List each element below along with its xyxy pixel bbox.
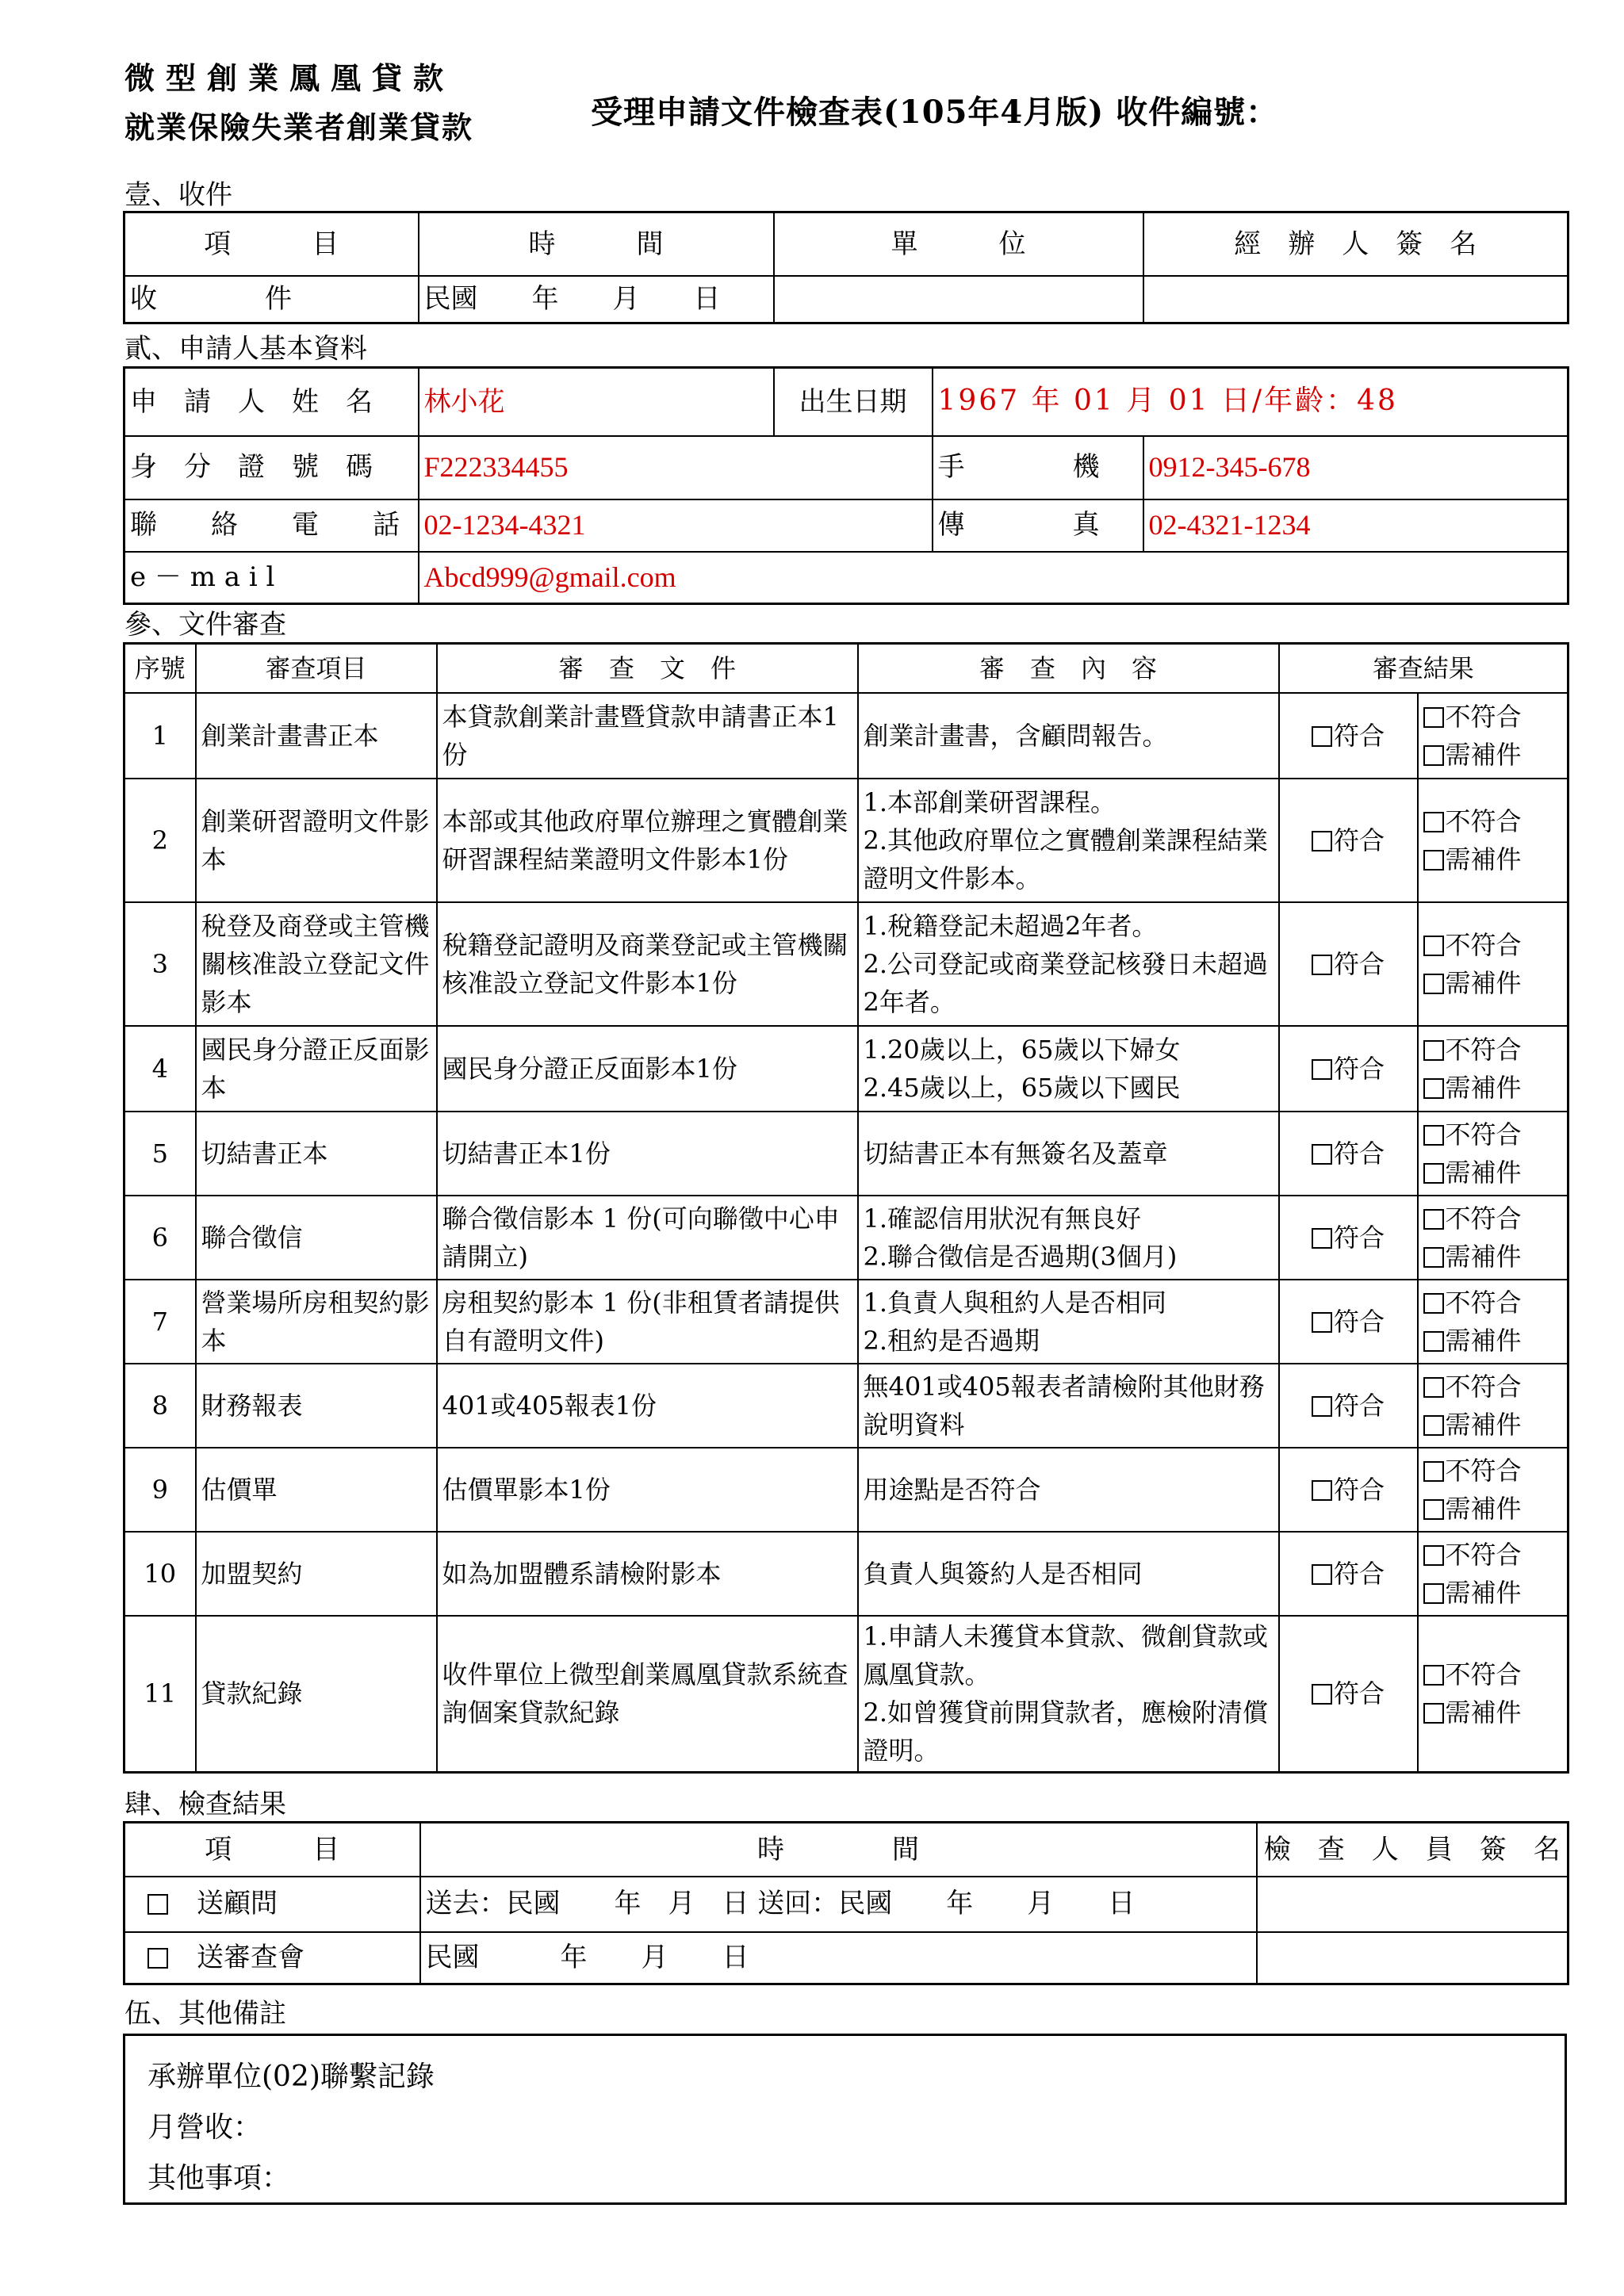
option-fail[interactable]: 不符合 [1423, 1031, 1563, 1069]
option-fail[interactable]: 不符合 [1423, 1368, 1563, 1406]
result-fail-supp-cell [1418, 1448, 1568, 1532]
checkbox-supplement[interactable] [1423, 1499, 1444, 1520]
fax-value[interactable]: 02-4321-1234 [1143, 499, 1568, 552]
result-fail-supp-cell [1418, 1280, 1568, 1364]
checkbox-supplement[interactable] [1423, 745, 1444, 766]
mobile-value[interactable]: 0912-345-678 [1143, 436, 1568, 499]
checkbox-pass[interactable] [1312, 1396, 1332, 1417]
name-value[interactable]: 林小花 [419, 368, 774, 436]
review-content: 1.負責人與租約人是否相同 2.租約是否過期 [858, 1280, 1279, 1364]
result-pass-cell[interactable]: 符合 [1279, 1280, 1418, 1364]
checkbox-fail[interactable] [1423, 707, 1444, 728]
review-item: 國民身分證正反面影本 [196, 1026, 437, 1112]
result-fail-supp-cell [1418, 779, 1568, 902]
review-doc: 如為加盟體系請檢附影本 [437, 1532, 858, 1616]
review-no: 9 [124, 1448, 196, 1532]
checkbox-supplement[interactable] [1423, 1331, 1444, 1352]
checkbox-fail[interactable] [1423, 1665, 1444, 1686]
option-supplement[interactable]: 需補件 [1423, 1693, 1563, 1732]
result-pass-cell[interactable]: 符合 [1279, 1616, 1418, 1773]
review-row [124, 1196, 1568, 1280]
result-fail-supp-cell [1418, 1532, 1568, 1616]
birth-label: 出生日期 [774, 368, 933, 436]
review-doc: 收件單位上微型創業鳳凰貸款系統查詢個案貸款紀錄 [437, 1616, 858, 1773]
review-row [124, 1532, 1568, 1616]
review-item: 財務報表 [196, 1364, 437, 1448]
review-content: 1.確認信用狀況有無良好 2.聯合徵信是否過期(3個月) [858, 1196, 1279, 1280]
review-header-doc: 審 查 文 件 [437, 644, 858, 693]
review-doc: 房租契約影本 1 份(非租賃者請提供自有證明文件) [437, 1280, 858, 1364]
checkbox-pass[interactable] [1312, 1059, 1332, 1080]
result-pass-cell[interactable]: 符合 [1279, 1364, 1418, 1448]
review-item: 創業研習證明文件影本 [196, 779, 437, 902]
result-pass-cell[interactable]: 符合 [1279, 902, 1418, 1026]
result-pass-cell[interactable]: 符合 [1279, 1532, 1418, 1616]
review-content: 1.稅籍登記未超過2年者。 2.公司登記或商業登記核發日未超過2年者。 [858, 902, 1279, 1026]
option-supplement[interactable]: 需補件 [1423, 1069, 1563, 1107]
option-fail[interactable]: 不符合 [1423, 1115, 1563, 1154]
option-supplement[interactable]: 需補件 [1423, 964, 1563, 1002]
result-fail-supp-cell [1418, 1026, 1568, 1112]
notes-contact-record: 承辦單位(02)聯繫記錄 [147, 2061, 435, 2093]
review-row [124, 1448, 1568, 1532]
receipt-table [123, 211, 1569, 324]
checkbox-fail[interactable] [1423, 1293, 1444, 1314]
review-no: 5 [124, 1112, 196, 1196]
section-review-title: 參、文件審查 [124, 609, 286, 641]
option-fail[interactable]: 不符合 [1423, 802, 1563, 840]
result-fail-supp-cell [1418, 1196, 1568, 1280]
review-row [124, 779, 1568, 902]
option-supplement[interactable]: 需補件 [1423, 1490, 1563, 1528]
section-receipt-title: 壹、收件 [124, 179, 232, 211]
notes-monthly-revenue: 月營收： [147, 2111, 262, 2144]
checkbox-supplement[interactable] [1423, 1703, 1444, 1724]
receipt-header-item: 項 目 [124, 212, 419, 276]
option-supplement[interactable]: 需補件 [1423, 1238, 1563, 1276]
result-pass-cell[interactable]: 符合 [1279, 1448, 1418, 1532]
review-content: 1.申請人未獲貸本貸款、微創貸款或鳳凰貸款。 2.如曾獲貸前開貸款者，應檢附清償證明。 [858, 1616, 1279, 1773]
checkbox-committee[interactable] [147, 1948, 168, 1969]
option-supplement[interactable]: 需補件 [1423, 1322, 1563, 1360]
result-pass-cell[interactable]: 符合 [1279, 1026, 1418, 1112]
review-no: 7 [124, 1280, 196, 1364]
check-header-signature: 檢 查 人 員 簽 名 [1257, 1823, 1568, 1877]
checkbox-pass[interactable] [1312, 955, 1332, 975]
review-row [124, 1280, 1568, 1364]
checkbox-fail[interactable] [1423, 812, 1444, 832]
option-supplement[interactable]: 需補件 [1423, 1406, 1563, 1444]
option-fail[interactable]: 不符合 [1423, 1536, 1563, 1574]
review-item: 創業計畫書正本 [196, 693, 437, 779]
review-content: 切結書正本有無簽名及蓋章 [858, 1112, 1279, 1196]
receipt-header-unit: 單 位 [774, 212, 1143, 276]
review-row [124, 902, 1568, 1026]
checkbox-fail[interactable] [1423, 1377, 1444, 1398]
section-check-title: 肆、檢查結果 [124, 1789, 286, 1820]
receipt-header-time: 時 間 [419, 212, 774, 276]
form-title: 受理申請文件檢查表(105年4月版) 收件編號： [591, 94, 1279, 131]
review-no: 2 [124, 779, 196, 902]
receipt-unit-field[interactable] [774, 276, 1143, 323]
review-item: 估價單 [196, 1448, 437, 1532]
review-header-result: 審查結果 [1279, 644, 1568, 693]
review-no: 11 [124, 1616, 196, 1773]
result-pass-cell[interactable]: 符合 [1279, 693, 1418, 779]
applicant-table [123, 366, 1569, 605]
checkbox-supplement[interactable] [1423, 1583, 1444, 1604]
checkbox-fail[interactable] [1423, 1125, 1444, 1146]
review-table [123, 642, 1569, 1774]
review-doc: 本部或其他政府單位辦理之實體創業研習課程結業證明文件影本1份 [437, 779, 858, 902]
notes-box[interactable] [123, 2034, 1567, 2205]
check-table [123, 1821, 1569, 1985]
checkbox-pass[interactable] [1312, 1684, 1332, 1705]
review-doc: 本貸款創業計畫暨貸款申請書正本1份 [437, 693, 858, 779]
option-supplement[interactable]: 需補件 [1423, 840, 1563, 878]
review-no: 1 [124, 693, 196, 779]
option-supplement[interactable]: 需補件 [1423, 736, 1563, 774]
option-supplement[interactable]: 需補件 [1423, 1574, 1563, 1612]
birth-value[interactable]: 1967 年 01 月 01 日/年齡：48 [933, 368, 1568, 436]
review-doc: 切結書正本1份 [437, 1112, 858, 1196]
result-fail-supp-cell [1418, 1112, 1568, 1196]
review-content: 用途點是否符合 [858, 1448, 1279, 1532]
consultant-signature-field[interactable] [1257, 1877, 1568, 1932]
checkbox-pass[interactable] [1312, 1480, 1332, 1501]
review-content: 1.本部創業研習課程。 2.其他政府單位之實體創業課程結業證明文件影本。 [858, 779, 1279, 902]
checkbox-pass[interactable] [1312, 1144, 1332, 1165]
review-item: 稅登及商登或主管機關核准設立登記文件影本 [196, 902, 437, 1026]
result-pass-cell[interactable]: 符合 [1279, 779, 1418, 902]
review-content: 1.20歲以上，65歲以下婦女 2.45歲以上，65歲以下國民 [858, 1026, 1279, 1112]
phone-value[interactable]: 02-1234-4321 [419, 499, 933, 552]
program-title-1: 微型創業鳳凰貸款 [124, 60, 455, 96]
review-row [124, 1364, 1568, 1448]
review-item: 營業場所房租契約影本 [196, 1280, 437, 1364]
mobile-label: 手 機 [933, 436, 1143, 499]
review-row [124, 1112, 1568, 1196]
option-fail[interactable]: 不符合 [1423, 1200, 1563, 1238]
result-pass-cell[interactable]: 符合 [1279, 1112, 1418, 1196]
review-content: 無401或405報表者請檢附其他財務說明資料 [858, 1364, 1279, 1448]
check-row-consultant[interactable]: 送顧問 [124, 1877, 420, 1932]
checkbox-supplement[interactable] [1423, 1163, 1444, 1184]
checkbox-fail[interactable] [1423, 936, 1444, 956]
review-item: 貸款紀錄 [196, 1616, 437, 1773]
review-doc: 稅籍登記證明及商業登記或主管機關核准設立登記文件影本1份 [437, 902, 858, 1026]
review-item: 聯合徵信 [196, 1196, 437, 1280]
checkbox-supplement[interactable] [1423, 1078, 1444, 1099]
review-no: 10 [124, 1532, 196, 1616]
review-header-content: 審 查 內 容 [858, 644, 1279, 693]
review-header-no: 序號 [124, 644, 196, 693]
receipt-header-handler: 經 辦 人 簽 名 [1143, 212, 1568, 276]
receipt-row-label: 收 件 [124, 276, 419, 323]
review-item: 加盟契約 [196, 1532, 437, 1616]
checkbox-fail[interactable] [1423, 1461, 1444, 1482]
option-fail[interactable]: 不符合 [1423, 698, 1563, 736]
committee-signature-field[interactable] [1257, 1932, 1568, 1984]
email-value[interactable]: Abcd999@gmail.com [419, 552, 1568, 604]
id-value[interactable]: F222334455 [419, 436, 933, 499]
review-row [124, 693, 1568, 779]
option-fail[interactable]: 不符合 [1423, 1284, 1563, 1322]
checkbox-pass[interactable] [1312, 831, 1332, 851]
option-fail[interactable]: 不符合 [1423, 1655, 1563, 1693]
option-fail[interactable]: 不符合 [1423, 1452, 1563, 1490]
option-supplement[interactable]: 需補件 [1423, 1154, 1563, 1192]
option-fail[interactable]: 不符合 [1423, 926, 1563, 964]
check-header-item: 項 目 [124, 1823, 420, 1877]
review-doc: 聯合徵信影本 1 份(可向聯徵中心申請開立) [437, 1196, 858, 1280]
name-label: 申 請 人 姓 名 [124, 368, 419, 436]
result-pass-cell[interactable]: 符合 [1279, 1196, 1418, 1280]
review-no: 6 [124, 1196, 196, 1280]
receipt-signature-field[interactable] [1143, 276, 1568, 323]
review-row [124, 1026, 1568, 1112]
check-header-time: 時 間 [420, 1823, 1257, 1877]
section-notes-title: 伍、其他備註 [124, 1998, 286, 2030]
result-fail-supp-cell [1418, 902, 1568, 1026]
checkbox-fail[interactable] [1423, 1040, 1444, 1061]
checkbox-supplement[interactable] [1423, 974, 1444, 994]
consultant-time-field[interactable]: 送去：民國 年 月 日 送回：民國 年 月 日 [420, 1877, 1257, 1932]
phone-label: 聯 絡 電 話 [124, 499, 419, 552]
checkbox-consultant[interactable] [147, 1894, 168, 1915]
review-row [124, 1616, 1568, 1773]
committee-time-field[interactable]: 民國 年 月 日 [420, 1932, 1257, 1984]
checkbox-fail[interactable] [1423, 1545, 1444, 1566]
review-no: 3 [124, 902, 196, 1026]
checkbox-pass[interactable] [1312, 1564, 1332, 1585]
checkbox-fail[interactable] [1423, 1209, 1444, 1230]
review-doc: 估價單影本1份 [437, 1448, 858, 1532]
review-header-item: 審查項目 [196, 644, 437, 693]
checkbox-pass[interactable] [1312, 1312, 1332, 1333]
program-title-2: 就業保險失業者創業貸款 [124, 109, 474, 145]
checkbox-pass[interactable] [1312, 726, 1332, 747]
fax-label: 傳 真 [933, 499, 1143, 552]
checkbox-supplement[interactable] [1423, 850, 1444, 871]
review-no: 4 [124, 1026, 196, 1112]
check-row-committee[interactable]: 送審查會 [124, 1932, 420, 1984]
checkbox-supplement[interactable] [1423, 1415, 1444, 1436]
email-label: e － m a i l [124, 552, 419, 604]
id-label: 身 分 證 號 碼 [124, 436, 419, 499]
result-fail-supp-cell [1418, 693, 1568, 779]
review-item: 切結書正本 [196, 1112, 437, 1196]
review-doc: 國民身分證正反面影本1份 [437, 1026, 858, 1112]
review-content: 創業計畫書，含顧問報告。 [858, 693, 1279, 779]
checkbox-pass[interactable] [1312, 1228, 1332, 1249]
section-applicant-title: 貳、申請人基本資料 [124, 333, 367, 365]
checkbox-supplement[interactable] [1423, 1247, 1444, 1268]
review-content: 負責人與簽約人是否相同 [858, 1532, 1279, 1616]
review-doc: 401或405報表1份 [437, 1364, 858, 1448]
result-fail-supp-cell [1418, 1616, 1568, 1773]
review-no: 8 [124, 1364, 196, 1448]
receipt-time-field[interactable]: 民國 年 月 日 [419, 276, 774, 323]
result-fail-supp-cell [1418, 1364, 1568, 1448]
notes-other-matters: 其他事項： [147, 2162, 291, 2195]
